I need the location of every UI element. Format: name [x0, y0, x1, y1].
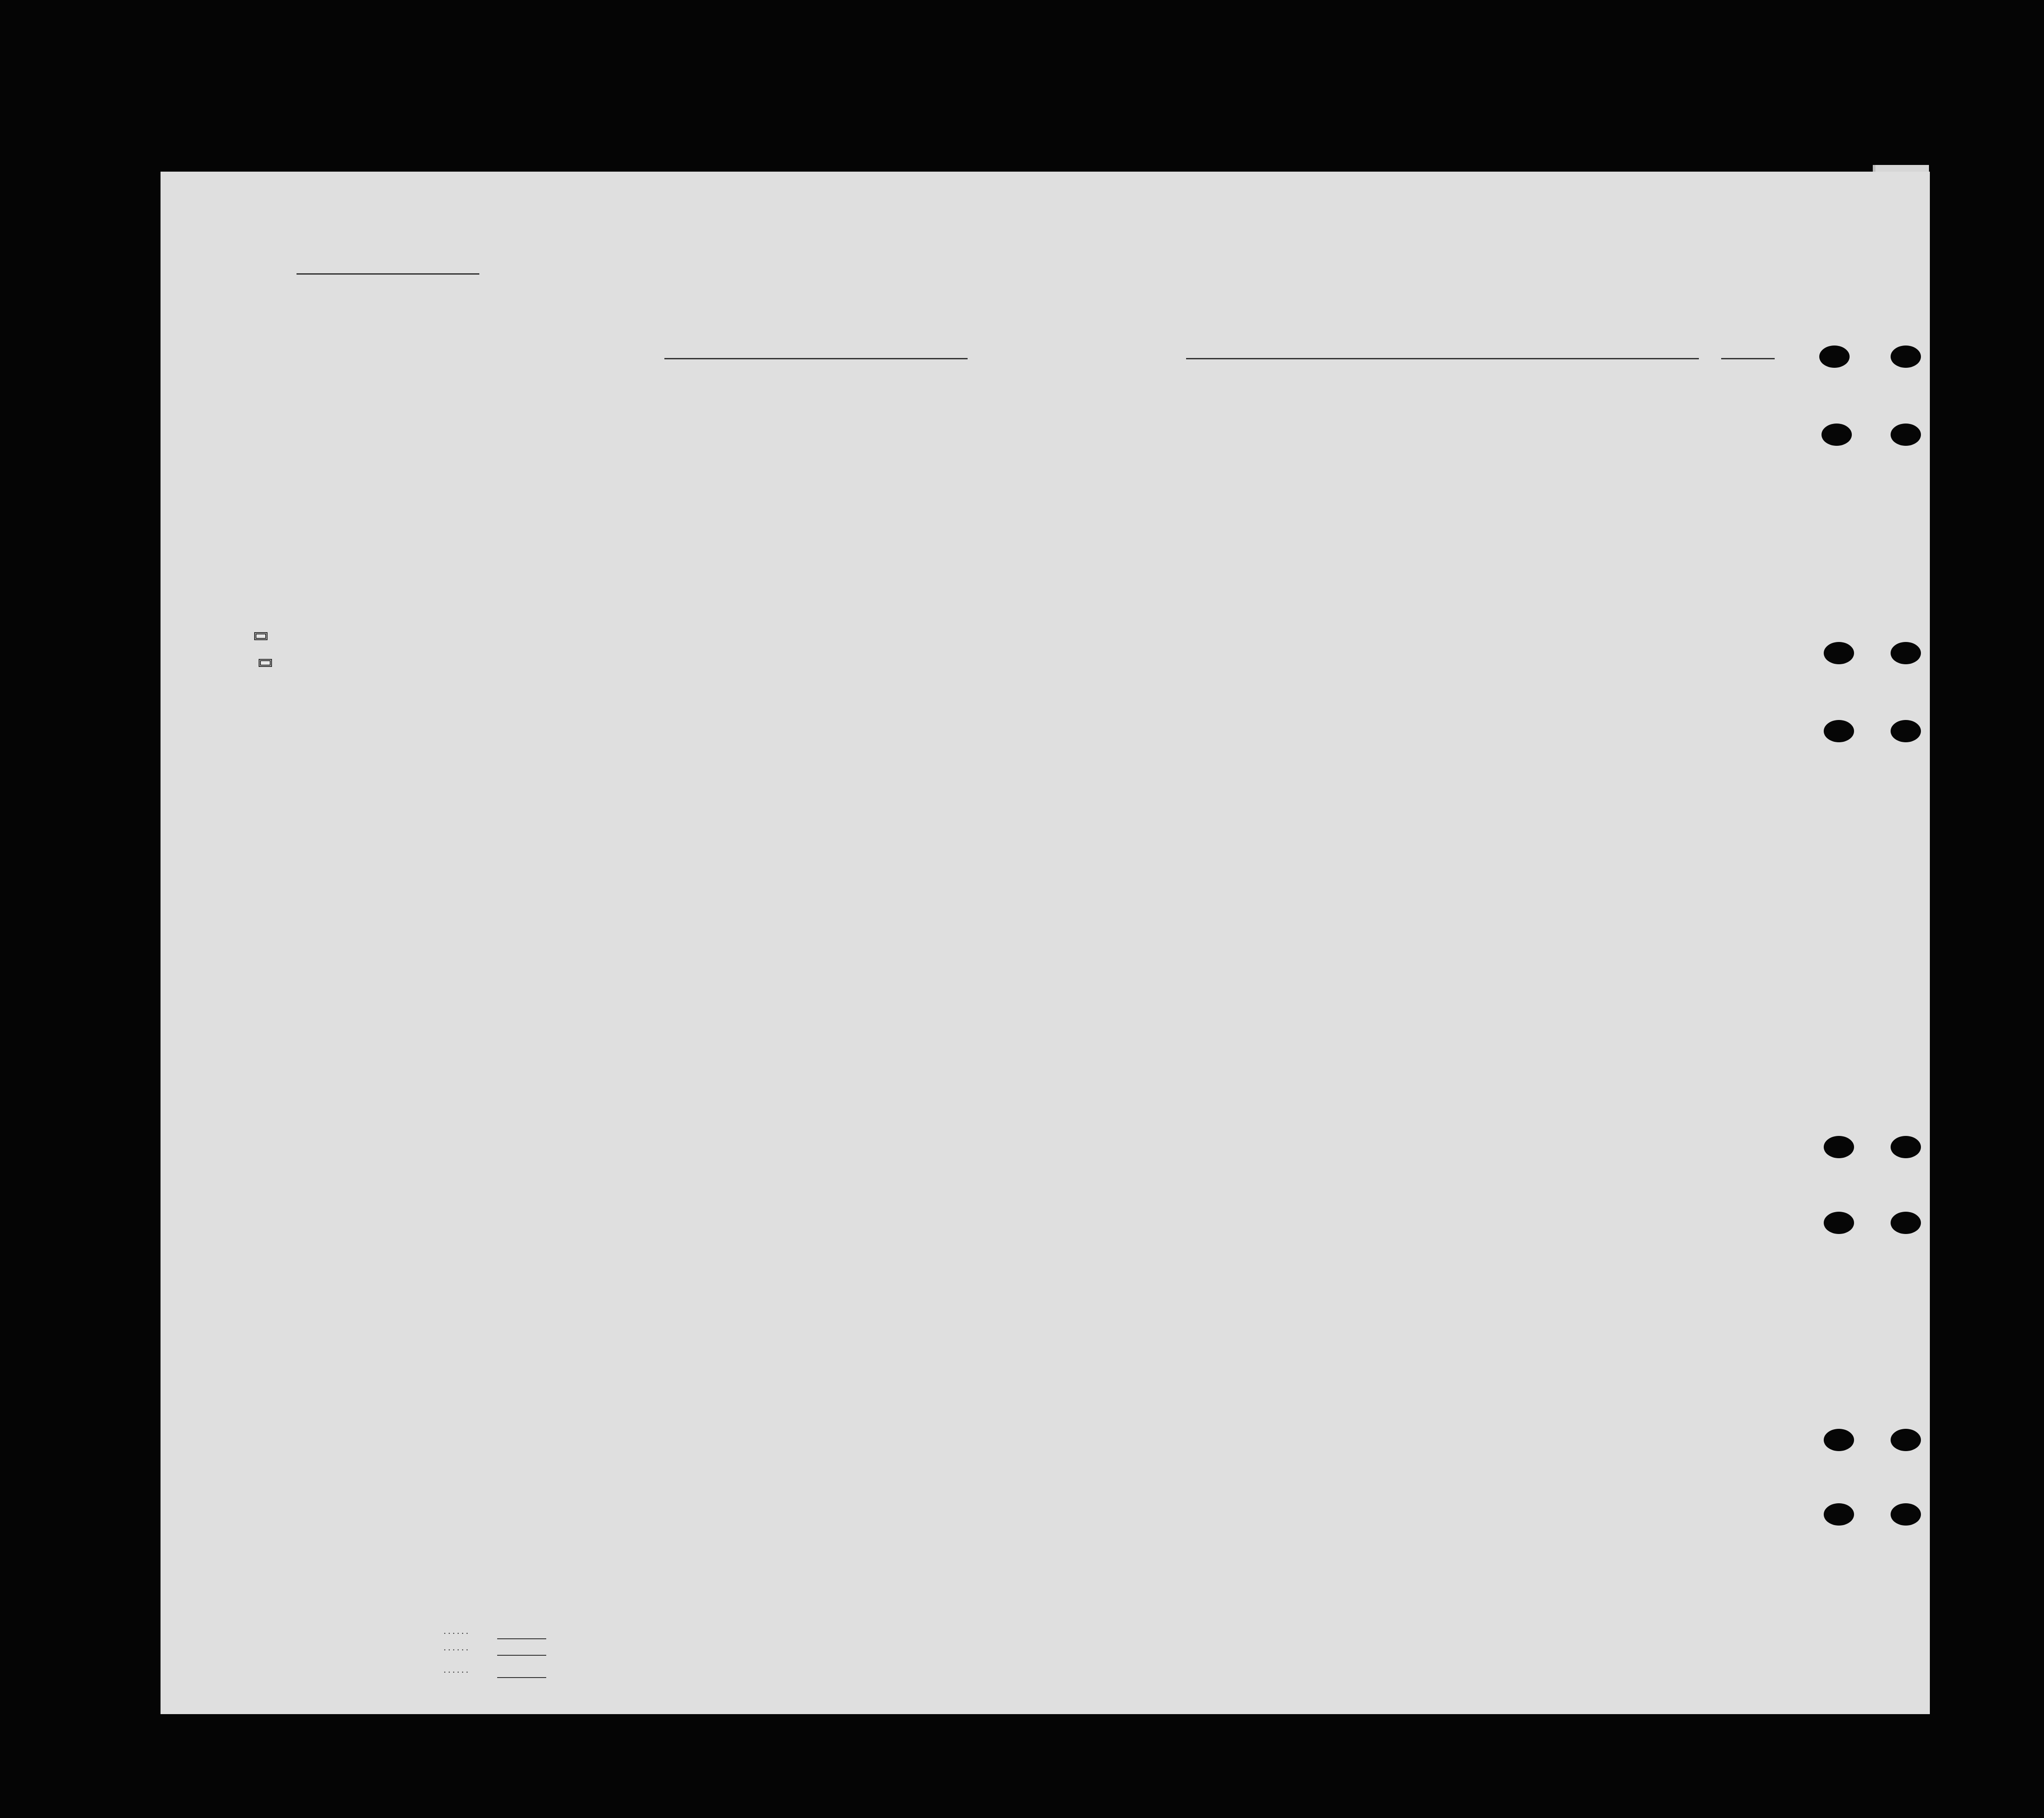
us-citizen-stamp [259, 659, 272, 667]
punch-hole [1824, 1503, 1854, 1526]
punch-hole [1891, 346, 1921, 368]
citizens-line [497, 1655, 546, 1656]
punch-hole [1824, 1212, 1854, 1234]
us-citizen-stamp [254, 632, 268, 640]
punch-hole [1891, 642, 1921, 664]
punch-hole [1891, 1212, 1921, 1234]
manifest-grid [161, 172, 1930, 1714]
punch-hole [1819, 346, 1850, 368]
manifest-sheet [161, 172, 1930, 1714]
punch-hole [1821, 424, 1852, 446]
punch-hole [1824, 720, 1854, 742]
aliens-line [497, 1677, 546, 1678]
punch-hole [1824, 1136, 1854, 1158]
punch-hole [1891, 1429, 1921, 1451]
punch-hole [1824, 1429, 1854, 1451]
punch-hole [1891, 720, 1921, 742]
punch-hole [1891, 1503, 1921, 1526]
punch-hole [1824, 642, 1854, 664]
dot-leader: . . . . . . [444, 1665, 468, 1675]
punch-hole [1891, 1136, 1921, 1158]
punch-hole [1891, 424, 1921, 446]
total-line [497, 1638, 546, 1639]
dot-leader: . . . . . . [444, 1643, 468, 1653]
dot-leader: . . . . . . [444, 1626, 468, 1636]
